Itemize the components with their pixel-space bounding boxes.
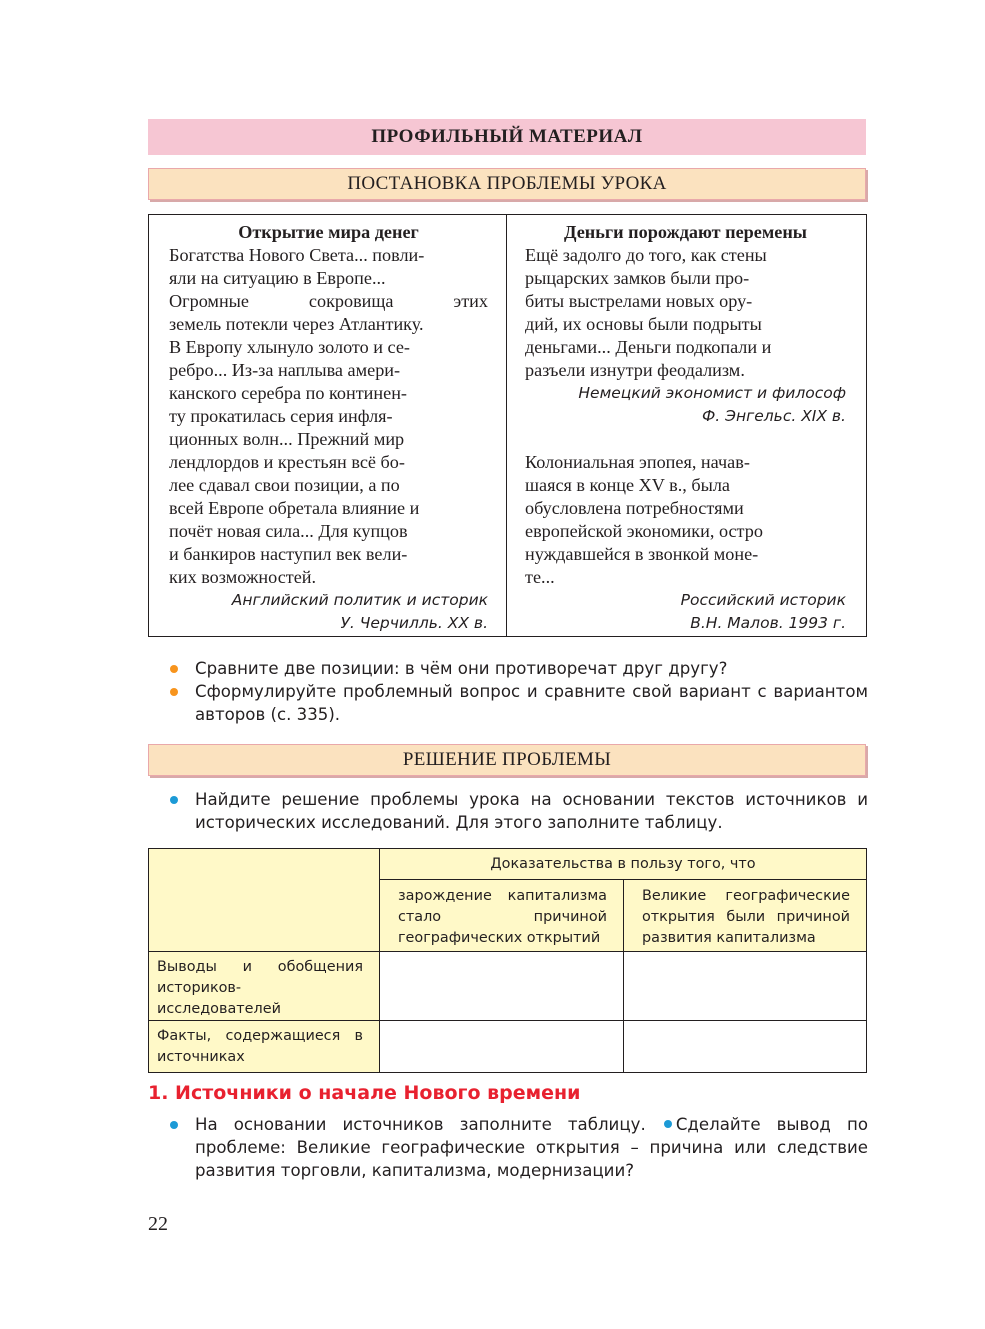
- bullet-dot-icon: [170, 796, 178, 804]
- task-list-1: [168, 657, 868, 726]
- text-line: яли на ситуацию в Европе...: [169, 268, 386, 288]
- list-item: [168, 657, 868, 680]
- column-header-text: зарождение капитализма стало причиной географических открытий: [398, 888, 607, 946]
- text-line: В Европу хлынуло золото и се-: [169, 337, 410, 357]
- source-right-author1-name: Ф. Энгельс. XIX в.: [701, 407, 846, 425]
- table-row-header: [149, 952, 380, 1021]
- table-row: [149, 952, 867, 1021]
- source-right-author2-name: В.Н. Малов. 1993 г.: [690, 614, 846, 632]
- text-line: лее сдавал свои позиции, а по: [169, 475, 400, 495]
- task-text: Найдите решение проблемы урока на основании текстов источников и исторических исследований. Для этого заполните таблицу.: [195, 790, 868, 832]
- source-right-text-1: [525, 244, 846, 382]
- section-solution: [148, 744, 866, 776]
- text-line: ребро... Из-за наплыва амери-: [169, 360, 401, 380]
- table-group-header: [380, 849, 867, 880]
- task-text: Сформулируйте проблемный вопрос и сравните свой вариант с вариантом авторов (с. 335).: [195, 682, 868, 724]
- text-line: разъели изнутри феодализм.: [525, 360, 745, 380]
- task-list-3: [168, 1113, 868, 1182]
- table-column-header: [380, 880, 624, 952]
- section-heading: 1. Источники о начале Нового времени: [148, 1082, 581, 1104]
- text-line: и банкиров наступил век вели-: [169, 544, 408, 564]
- table-input-cell[interactable]: [380, 952, 624, 1021]
- text-line: обусловлена потребностями: [525, 498, 744, 518]
- section-problem-statement: [148, 168, 866, 200]
- page-number: 22: [148, 1213, 168, 1235]
- text-line: деньгами... Деньги подкопали и: [525, 337, 772, 357]
- table-input-cell[interactable]: [624, 1021, 867, 1073]
- bullet-dot-icon: [664, 1120, 672, 1128]
- text-line: почёт новая сила... Для купцов: [169, 521, 408, 541]
- table-input-cell[interactable]: [380, 1021, 624, 1073]
- source-left-text: [169, 244, 488, 589]
- table-row-header: [149, 1021, 380, 1073]
- text-line: ких возможностей.: [169, 567, 317, 587]
- column-header-text: Великие географические открытия были причиной развития капитализма: [642, 888, 850, 946]
- bullet-dot-icon: [170, 688, 178, 696]
- text-line: канского серебра по континен-: [169, 383, 407, 403]
- list-item: [168, 680, 868, 726]
- source-right-title: Деньги порождают перемены: [563, 222, 808, 242]
- text-line: те...: [525, 567, 555, 587]
- text-line: шаяся в конце XV в., была: [525, 475, 730, 495]
- text-line: земель потекли через Атлантику.: [169, 314, 424, 334]
- text-line: дий, их основы были подрыты: [525, 314, 762, 334]
- list-item: [168, 788, 868, 834]
- source-left-author-role: Английский политик и историк: [231, 591, 488, 609]
- task-text: Сравните две позиции: в чём они противоречат друг другу?: [195, 659, 728, 678]
- source-right-author1-role: Немецкий экономист и философ: [578, 384, 846, 402]
- text-line: биты выстрелами новых ору-: [525, 291, 753, 311]
- table-row: [149, 1021, 867, 1073]
- text-line: лендлордов и крестьян всё бо-: [169, 452, 405, 472]
- text-line: ционных волн... Прежний мир: [169, 429, 405, 449]
- task-text: Сделайте вывод по проблеме: Великие географические открытия – причина или следствие развития торговли, капитализма, модернизации?: [195, 1115, 868, 1180]
- sources-box: [148, 214, 867, 637]
- task-list-2: [168, 788, 868, 834]
- profile-material-banner: [148, 119, 866, 155]
- section-problem-statement-title: ПОСТАНОВКА ПРОБЛЕМЫ УРОКА: [347, 173, 667, 194]
- source-left-title: Открытие мира денег: [238, 222, 419, 242]
- text-line: ту прокатилась серия инфля-: [169, 406, 393, 426]
- text-line: рыцарских замков были про-: [525, 268, 750, 288]
- text-line: европейской экономики, остро: [525, 521, 763, 541]
- list-item: [168, 1113, 868, 1182]
- source-right-author2-role: Российский историк: [680, 591, 846, 609]
- source-left: [149, 215, 507, 636]
- section-solution-title: РЕШЕНИЕ ПРОБЛЕМЫ: [402, 749, 612, 770]
- text-line: Ещё задолго до того, как стены: [525, 245, 767, 265]
- group-header-text: Доказательства в пользу того, что: [490, 855, 756, 872]
- text-line: Богатства Нового Света... повли-: [169, 245, 425, 265]
- table-corner-cell: [149, 849, 380, 952]
- text-line: Колониальная эпопея, начав-: [525, 452, 750, 472]
- table-input-cell[interactable]: [624, 952, 867, 1021]
- bullet-dot-icon: [170, 665, 178, 673]
- evidence-table: [148, 848, 867, 1073]
- task-text: На основании источников заполните таблицу.: [195, 1115, 646, 1134]
- text-line: всей Европе обретала влияние и: [169, 498, 420, 518]
- source-left-author-name: У. Черчилль. XX в.: [340, 614, 488, 632]
- text-line: нуждавшейся в звонкой моне-: [525, 544, 759, 564]
- bullet-dot-icon: [170, 1121, 178, 1129]
- source-right-text-2: [525, 451, 846, 589]
- row-header-text: Выводы и обобщения историков-исследователей: [157, 959, 363, 1017]
- source-right: [507, 215, 866, 636]
- text-line: Огромные сокровища этих: [169, 291, 488, 311]
- profile-material-label: ПРОФИЛЬНЫЙ МАТЕРИАЛ: [371, 126, 643, 147]
- table-column-header: [624, 880, 867, 952]
- row-header-text: Факты, содержащиеся в источниках: [157, 1028, 363, 1065]
